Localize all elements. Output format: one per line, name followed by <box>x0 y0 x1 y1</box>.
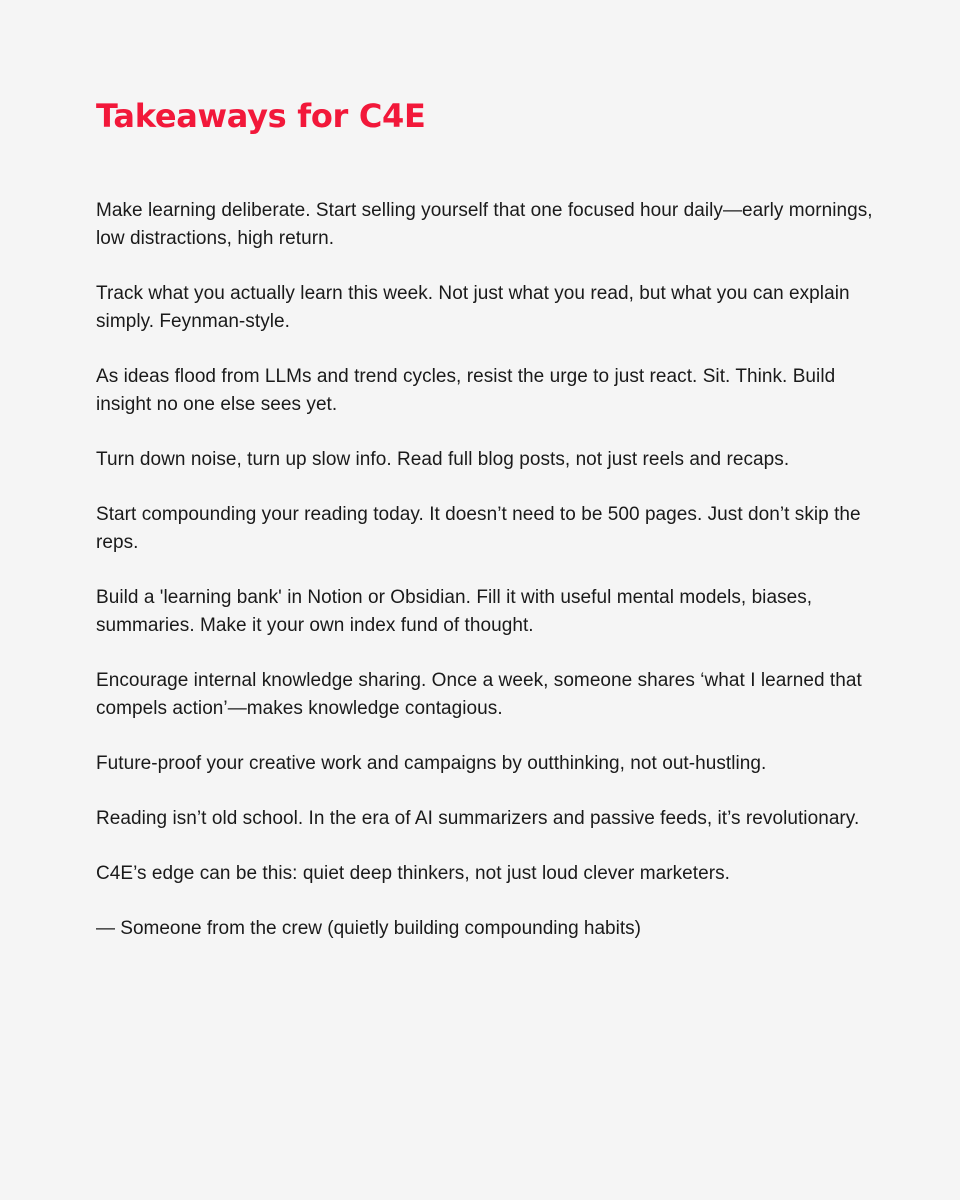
takeaway-paragraph: Start compounding your reading today. It doesn’t need to be 500 pages. Just don’t skip the reps. <box>96 504 861 553</box>
takeaway-paragraph: Build a 'learning bank' in Notion or Obsidian. Fill it with useful mental models, biases, summaries. Make it your own index fund of thought. <box>96 587 813 636</box>
takeaways-list <box>96 197 876 943</box>
takeaway-paragraph: C4E’s edge can be this: quiet deep thinkers, not just loud clever marketers. <box>96 863 730 884</box>
takeaway-paragraph: Track what you actually learn this week. Not just what you read, but what you can explain simply. Feynman-style. <box>96 283 850 332</box>
takeaway-paragraph: Encourage internal knowledge sharing. Once a week, someone shares ‘what I learned that compels action’—makes knowledge contagious. <box>96 670 862 719</box>
takeaway-paragraph: Future-proof your creative work and campaigns by outthinking, not out-hustling. <box>96 753 767 774</box>
takeaway-paragraph: Reading isn’t old school. In the era of AI summarizers and passive feeds, it’s revolutionary. <box>96 808 860 829</box>
takeaway-paragraph: As ideas flood from LLMs and trend cycles, resist the urge to just react. Sit. Think. Build insight no one else sees yet. <box>96 366 836 415</box>
takeaway-paragraph: Turn down noise, turn up slow info. Read full blog posts, not just reels and recaps. <box>96 449 790 470</box>
signature-line: — Someone from the crew (quietly building compounding habits) <box>96 918 641 939</box>
takeaway-paragraph: Make learning deliberate. Start selling yourself that one focused hour daily—early mornings, low distractions, high return. <box>96 200 873 249</box>
document-page <box>96 92 876 943</box>
page-title: Takeaways for C4E <box>96 97 426 135</box>
